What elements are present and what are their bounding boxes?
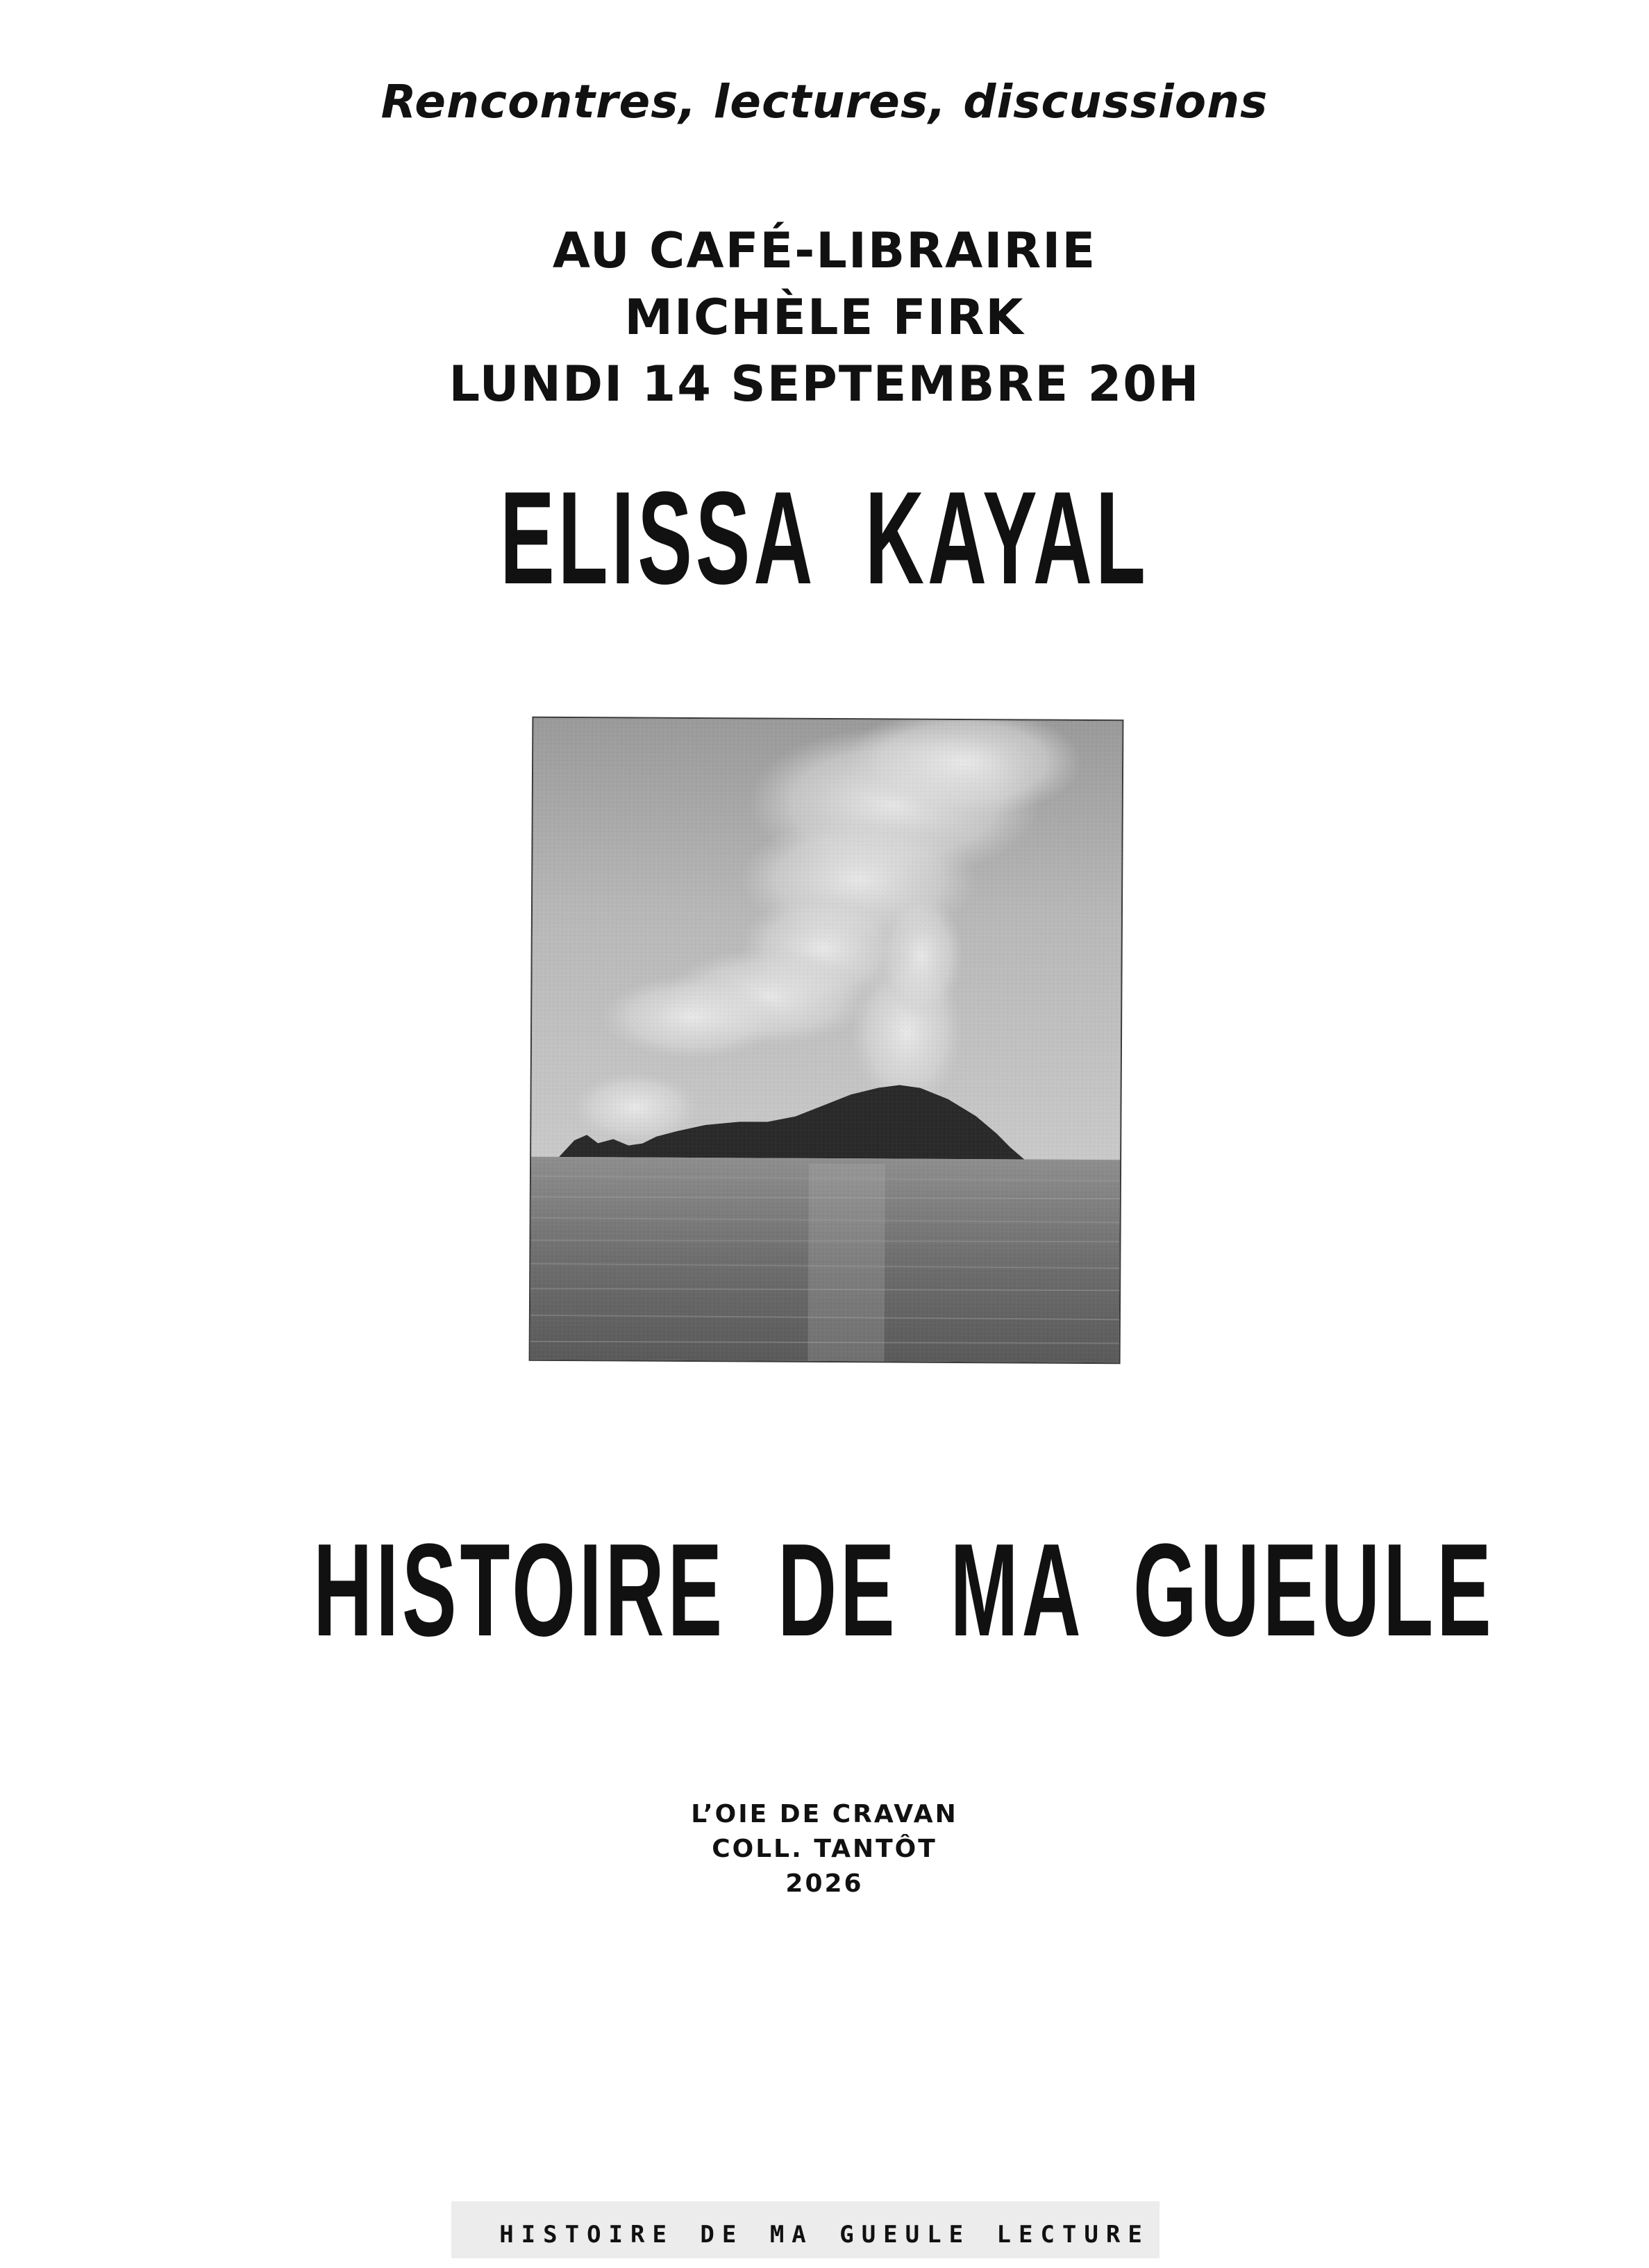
- publisher-name: L’OIE DE CRAVAN: [691, 1800, 958, 1828]
- author-name: ELISSA KAYAL: [500, 465, 1149, 612]
- venue-name-line: MICHÈLE FIRK: [624, 289, 1025, 346]
- event-series-caption: Rencontres, lectures, discussions: [380, 75, 1269, 128]
- footer-label-text: HISTOIRE DE MA GUEULE LECTURE: [499, 2221, 1150, 2249]
- event-date-line: LUNDI 14 SEPTEMBRE 20H: [449, 356, 1200, 412]
- publication-year: 2026: [785, 1869, 864, 1898]
- volcano-picture: [530, 718, 1123, 1362]
- book-title: HISTOIRE DE MA GUEULE: [313, 1517, 1495, 1664]
- venue-line: AU CAFÉ-LIBRAIRIE: [552, 222, 1097, 279]
- collection-name: COLL. TANTÔT: [712, 1835, 937, 1863]
- volcanic-island-illustration: [530, 718, 1123, 1362]
